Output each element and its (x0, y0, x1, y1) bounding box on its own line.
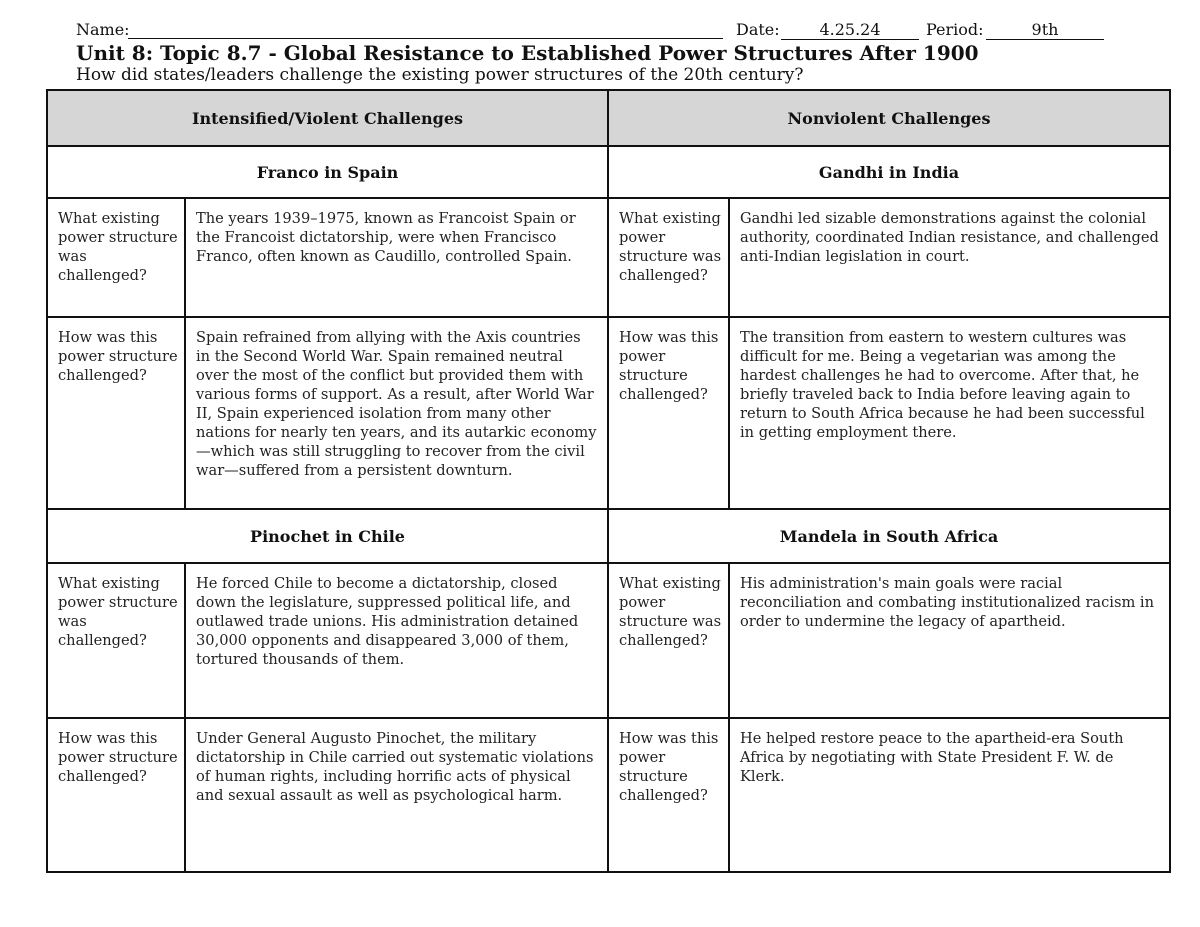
prompt-existing-structure: What existing power structure was challenged? (47, 563, 185, 718)
section-title-gandhi: Gandhi in India (608, 146, 1170, 198)
challenges-table (46, 89, 1171, 873)
nonviolent-challenges-header: Nonviolent Challenges (608, 90, 1170, 146)
prompt-existing-structure: What existing power structure was challenged? (608, 198, 729, 317)
period-value: 9th (1031, 20, 1059, 39)
answer-mandela-how[interactable]: He helped restore peace to the apartheid-era South Africa by negotiating with State President F. W. de Klerk. (729, 718, 1170, 872)
date-field[interactable] (781, 20, 919, 40)
table-row (47, 718, 1170, 872)
worksheet-header (76, 20, 1166, 85)
section-title-row (47, 509, 1170, 563)
section-title-mandela: Mandela in South Africa (608, 509, 1170, 563)
table-row (47, 198, 1170, 317)
period-label: Period: (926, 20, 984, 39)
violent-challenges-header: Intensified/Violent Challenges (47, 90, 608, 146)
prompt-how-challenged: How was this power structure challenged? (608, 718, 729, 872)
name-date-period-line (76, 20, 1166, 40)
answer-franco-existing[interactable]: The years 1939–1975, known as Francoist Spain or the Francoist dictatorship, were when Francisco Franco, often known as Caudillo, controlled Spain. (185, 198, 608, 317)
prompt-how-challenged: How was this power structure challenged? (608, 317, 729, 509)
table-row (47, 317, 1170, 509)
prompt-existing-structure: What existing power structure was challenged? (47, 198, 185, 317)
section-title-row (47, 146, 1170, 198)
date-label: Date: (736, 20, 780, 39)
page-title: Unit 8: Topic 8.7 - Global Resistance to Established Power Structures After 1900 (76, 41, 979, 65)
table-row (47, 563, 1170, 718)
section-title-franco: Franco in Spain (47, 146, 608, 198)
answer-pinochet-existing[interactable]: He forced Chile to become a dictatorship, closed down the legislature, suppressed political life, and outlawed trade unions. His administration detained 30,000 opponents and disappeared 3,000 of them, tortured thousands of them. (185, 563, 608, 718)
answer-mandela-existing[interactable]: His administration's main goals were racial reconciliation and combating institutionalized racism in order to undermine the legacy of apartheid. (729, 563, 1170, 718)
table-header-row (47, 90, 1170, 146)
answer-gandhi-how[interactable]: The transition from eastern to western cultures was difficult for me. Being a vegetarian was among the hardest challenges he had to overcome. After that, he briefly traveled back to India before leaving again to return to South Africa because he had been successful in getting employment there. (729, 317, 1170, 509)
name-field[interactable] (128, 19, 723, 39)
name-label: Name: (76, 20, 130, 39)
prompt-how-challenged: How was this power structure challenged? (47, 718, 185, 872)
date-value: 4.25.24 (819, 20, 881, 39)
answer-franco-how[interactable]: Spain refrained from allying with the Axis countries in the Second World War. Spain remained neutral over the most of the conflict but provided them with various forms of support. As a result, after World War II, Spain experienced isolation from many other nations for nearly ten years, and its autarkic economy—which was still struggling to recover from the civil war—suffered from a persistent downturn. (185, 317, 608, 509)
prompt-existing-structure: What existing power structure was challenged? (608, 563, 729, 718)
section-title-pinochet: Pinochet in Chile (47, 509, 608, 563)
answer-gandhi-existing[interactable]: Gandhi led sizable demonstrations against the colonial authority, coordinated Indian resistance, and challenged anti-Indian legislation in court. (729, 198, 1170, 317)
prompt-how-challenged: How was this power structure challenged? (47, 317, 185, 509)
answer-pinochet-how[interactable]: Under General Augusto Pinochet, the military dictatorship in Chile carried out systematic violations of human rights, including horrific acts of physical and sexual assault as well as psychological harm. (185, 718, 608, 872)
guiding-question: How did states/leaders challenge the existing power structures of the 20th century? (76, 65, 804, 85)
period-field[interactable] (986, 20, 1104, 40)
